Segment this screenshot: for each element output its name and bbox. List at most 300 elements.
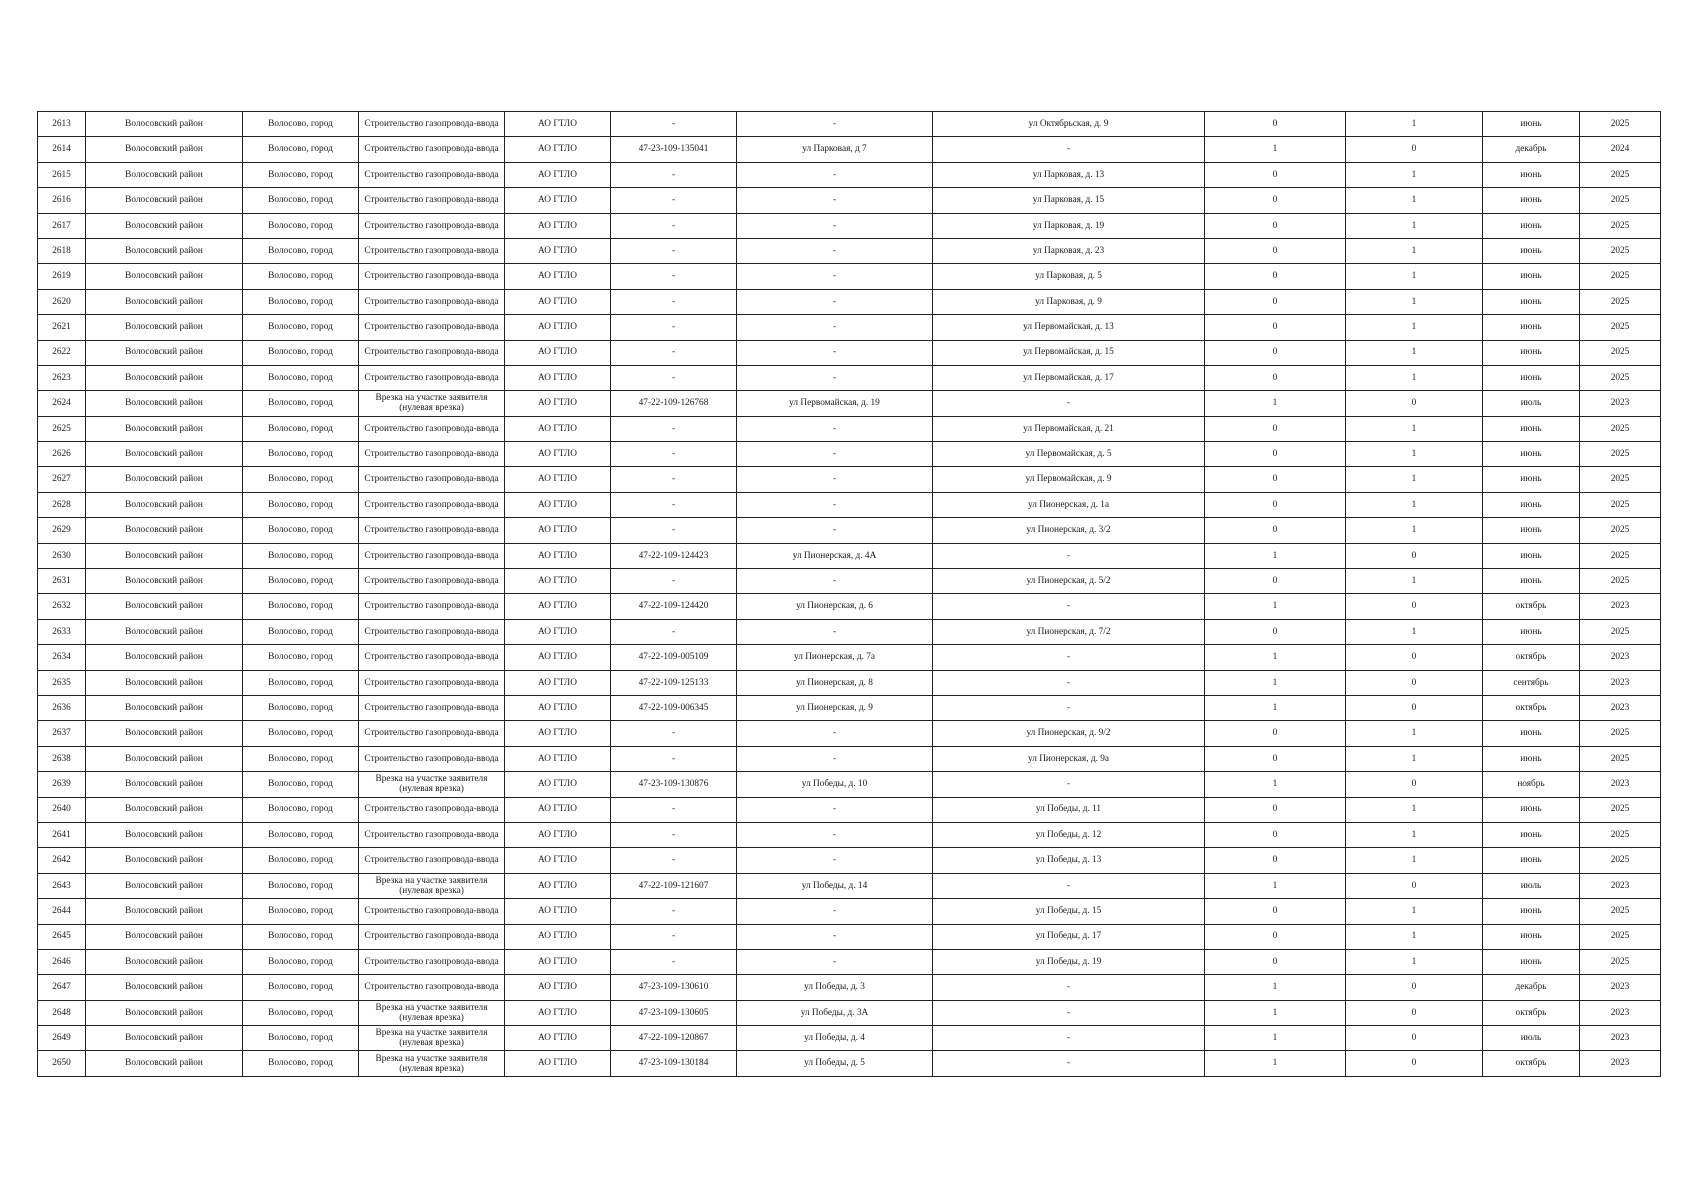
cell-count-planned: 1 <box>1346 340 1483 365</box>
cell-address-connected: - <box>737 365 933 390</box>
cell-count-connected: 0 <box>1205 238 1346 263</box>
cell-work-type: Строительство газопровода-ввода <box>359 264 505 289</box>
cell-address-connected: - <box>737 188 933 213</box>
cell-address-planned: ул Первомайская, д. 17 <box>933 365 1205 390</box>
cell-address-connected: - <box>737 264 933 289</box>
cell-count-planned: 0 <box>1346 695 1483 720</box>
cell-count-connected: 1 <box>1205 873 1346 898</box>
cell-district: Волосовский район <box>86 772 243 797</box>
cell-settlement: Волосово, город <box>243 924 359 949</box>
cell-month: июнь <box>1483 213 1580 238</box>
cell-count-connected: 0 <box>1205 442 1346 467</box>
cell-address-connected: ул Пионерская, д. 4А <box>737 543 933 568</box>
cell-year: 2023 <box>1580 772 1661 797</box>
cell-count-connected: 1 <box>1205 1026 1346 1051</box>
cell-year: 2023 <box>1580 594 1661 619</box>
cell-cadastral-number: - <box>611 848 737 873</box>
cell-settlement: Волосово, город <box>243 569 359 594</box>
cell-organization: АО ГТЛО <box>505 797 611 822</box>
cell-organization: АО ГТЛО <box>505 442 611 467</box>
cell-count-connected: 1 <box>1205 695 1346 720</box>
cell-organization: АО ГТЛО <box>505 645 611 670</box>
cell-address-planned: ул Парковая, д. 9 <box>933 289 1205 314</box>
cell-month: июнь <box>1483 442 1580 467</box>
cell-month: декабрь <box>1483 975 1580 1000</box>
cell-address-connected: - <box>737 238 933 263</box>
cell-count-planned: 1 <box>1346 264 1483 289</box>
cell-count-connected: 1 <box>1205 975 1346 1000</box>
cell-row-number: 2637 <box>38 721 86 746</box>
table-row <box>38 289 1661 314</box>
cell-month: июнь <box>1483 797 1580 822</box>
cell-work-type: Строительство газопровода-ввода <box>359 594 505 619</box>
cell-settlement: Волосово, город <box>243 289 359 314</box>
cell-address-planned: ул Победы, д. 13 <box>933 848 1205 873</box>
cell-district: Волосовский район <box>86 391 243 416</box>
cell-month: октябрь <box>1483 1051 1580 1076</box>
cell-count-planned: 0 <box>1346 975 1483 1000</box>
cell-cadastral-number: 47-22-109-120867 <box>611 1026 737 1051</box>
cell-work-type: Строительство газопровода-ввода <box>359 213 505 238</box>
cell-cadastral-number: 47-23-109-135041 <box>611 137 737 162</box>
cell-year: 2025 <box>1580 569 1661 594</box>
cell-count-connected: 1 <box>1205 772 1346 797</box>
cell-cadastral-number: - <box>611 797 737 822</box>
table-row <box>38 162 1661 187</box>
cell-month: июль <box>1483 391 1580 416</box>
cell-organization: АО ГТЛО <box>505 543 611 568</box>
cell-work-type: Врезка на участке заявителя (нулевая врезка) <box>359 391 505 416</box>
cell-district: Волосовский район <box>86 746 243 771</box>
cell-count-planned: 0 <box>1346 670 1483 695</box>
cell-count-connected: 0 <box>1205 365 1346 390</box>
cell-address-connected: - <box>737 848 933 873</box>
cell-row-number: 2625 <box>38 416 86 441</box>
cell-work-type: Строительство газопровода-ввода <box>359 543 505 568</box>
cell-year: 2023 <box>1580 1051 1661 1076</box>
cell-address-planned: ул Парковая, д. 15 <box>933 188 1205 213</box>
cell-address-planned: - <box>933 695 1205 720</box>
cell-address-connected: ул Победы, д. 3А <box>737 1000 933 1025</box>
cell-count-connected: 0 <box>1205 797 1346 822</box>
cell-address-connected: - <box>737 162 933 187</box>
cell-address-connected: - <box>737 746 933 771</box>
cell-address-planned: ул Парковая, д. 23 <box>933 238 1205 263</box>
cell-month: июль <box>1483 873 1580 898</box>
cell-settlement: Волосово, город <box>243 340 359 365</box>
cell-settlement: Волосово, город <box>243 467 359 492</box>
cell-work-type: Строительство газопровода-ввода <box>359 924 505 949</box>
cell-address-connected: ул Пионерская, д. 6 <box>737 594 933 619</box>
cell-address-connected: - <box>737 340 933 365</box>
cell-month: июнь <box>1483 315 1580 340</box>
cell-count-planned: 1 <box>1346 949 1483 974</box>
cell-year: 2023 <box>1580 645 1661 670</box>
cell-work-type: Строительство газопровода-ввода <box>359 619 505 644</box>
table-row <box>38 594 1661 619</box>
cell-cadastral-number: 47-23-109-130876 <box>611 772 737 797</box>
cell-district: Волосовский район <box>86 162 243 187</box>
cell-work-type: Врезка на участке заявителя (нулевая врезка) <box>359 1051 505 1076</box>
cell-count-planned: 1 <box>1346 492 1483 517</box>
cell-work-type: Строительство газопровода-ввода <box>359 162 505 187</box>
cell-district: Волосовский район <box>86 949 243 974</box>
cell-count-planned: 0 <box>1346 1051 1483 1076</box>
cell-settlement: Волосово, город <box>243 112 359 137</box>
cell-address-connected: - <box>737 924 933 949</box>
cell-row-number: 2628 <box>38 492 86 517</box>
cell-year: 2023 <box>1580 873 1661 898</box>
cell-address-planned: - <box>933 391 1205 416</box>
cell-row-number: 2631 <box>38 569 86 594</box>
cell-count-planned: 1 <box>1346 619 1483 644</box>
cell-count-connected: 0 <box>1205 721 1346 746</box>
cell-row-number: 2645 <box>38 924 86 949</box>
cell-work-type: Строительство газопровода-ввода <box>359 416 505 441</box>
table-row <box>38 416 1661 441</box>
cell-address-planned: ул Первомайская, д. 13 <box>933 315 1205 340</box>
cell-organization: АО ГТЛО <box>505 746 611 771</box>
cell-address-connected: - <box>737 899 933 924</box>
cell-cadastral-number: - <box>611 518 737 543</box>
cell-settlement: Волосово, город <box>243 1026 359 1051</box>
cell-year: 2025 <box>1580 924 1661 949</box>
cell-count-connected: 0 <box>1205 848 1346 873</box>
cell-work-type: Врезка на участке заявителя (нулевая врезка) <box>359 873 505 898</box>
cell-month: июнь <box>1483 238 1580 263</box>
cell-year: 2025 <box>1580 797 1661 822</box>
cell-work-type: Строительство газопровода-ввода <box>359 848 505 873</box>
cell-address-connected: - <box>737 289 933 314</box>
cell-district: Волосовский район <box>86 365 243 390</box>
cell-address-connected: ул Пионерская, д. 9 <box>737 695 933 720</box>
cell-cadastral-number: 47-22-109-121607 <box>611 873 737 898</box>
cell-settlement: Волосово, город <box>243 264 359 289</box>
cell-settlement: Волосово, город <box>243 365 359 390</box>
cell-month: июнь <box>1483 492 1580 517</box>
cell-cadastral-number: 47-22-109-125133 <box>611 670 737 695</box>
cell-count-planned: 1 <box>1346 848 1483 873</box>
cell-row-number: 2643 <box>38 873 86 898</box>
cell-address-planned: - <box>933 645 1205 670</box>
cell-year: 2025 <box>1580 416 1661 441</box>
cell-cadastral-number: - <box>611 569 737 594</box>
cell-settlement: Волосово, город <box>243 975 359 1000</box>
table-row <box>38 492 1661 517</box>
cell-row-number: 2620 <box>38 289 86 314</box>
cell-address-connected: ул Пионерская, д. 8 <box>737 670 933 695</box>
cell-count-planned: 1 <box>1346 518 1483 543</box>
cell-count-planned: 0 <box>1346 873 1483 898</box>
cell-cadastral-number: 47-22-109-124423 <box>611 543 737 568</box>
cell-settlement: Волосово, город <box>243 162 359 187</box>
cell-month: июнь <box>1483 340 1580 365</box>
cell-organization: АО ГТЛО <box>505 619 611 644</box>
cell-district: Волосовский район <box>86 924 243 949</box>
cell-settlement: Волосово, город <box>243 721 359 746</box>
cell-work-type: Строительство газопровода-ввода <box>359 822 505 847</box>
cell-address-planned: ул Первомайская, д. 21 <box>933 416 1205 441</box>
cell-address-connected: - <box>737 721 933 746</box>
cell-district: Волосовский район <box>86 594 243 619</box>
cell-year: 2025 <box>1580 899 1661 924</box>
cell-settlement: Волосово, город <box>243 442 359 467</box>
cell-district: Волосовский район <box>86 416 243 441</box>
cell-count-planned: 0 <box>1346 1000 1483 1025</box>
cell-cadastral-number: 47-22-109-005109 <box>611 645 737 670</box>
cell-organization: АО ГТЛО <box>505 213 611 238</box>
cell-year: 2025 <box>1580 238 1661 263</box>
table-row <box>38 391 1661 416</box>
cell-count-connected: 0 <box>1205 949 1346 974</box>
cell-count-connected: 0 <box>1205 162 1346 187</box>
cell-address-planned: ул Победы, д. 12 <box>933 822 1205 847</box>
cell-year: 2025 <box>1580 365 1661 390</box>
table-row <box>38 645 1661 670</box>
table-row <box>38 1026 1661 1051</box>
cell-district: Волосовский район <box>86 137 243 162</box>
cell-district: Волосовский район <box>86 442 243 467</box>
cell-work-type: Строительство газопровода-ввода <box>359 442 505 467</box>
cell-district: Волосовский район <box>86 315 243 340</box>
cell-count-connected: 0 <box>1205 492 1346 517</box>
cell-cadastral-number: 47-23-109-130184 <box>611 1051 737 1076</box>
cell-settlement: Волосово, город <box>243 1051 359 1076</box>
cell-count-connected: 1 <box>1205 645 1346 670</box>
cell-cadastral-number: - <box>611 746 737 771</box>
cell-cadastral-number: - <box>611 442 737 467</box>
cell-month: июнь <box>1483 822 1580 847</box>
cell-row-number: 2634 <box>38 645 86 670</box>
cell-row-number: 2641 <box>38 822 86 847</box>
table-row <box>38 467 1661 492</box>
cell-cadastral-number: 47-22-109-006345 <box>611 695 737 720</box>
cell-row-number: 2649 <box>38 1026 86 1051</box>
cell-count-connected: 1 <box>1205 137 1346 162</box>
table-row <box>38 442 1661 467</box>
cell-organization: АО ГТЛО <box>505 569 611 594</box>
cell-row-number: 2635 <box>38 670 86 695</box>
cell-month: октябрь <box>1483 695 1580 720</box>
cell-address-connected: - <box>737 315 933 340</box>
cell-organization: АО ГТЛО <box>505 848 611 873</box>
cell-address-connected: - <box>737 467 933 492</box>
cell-row-number: 2621 <box>38 315 86 340</box>
cell-cadastral-number: - <box>611 213 737 238</box>
cell-address-planned: ул Пионерская, д. 1а <box>933 492 1205 517</box>
table-row <box>38 899 1661 924</box>
cell-year: 2025 <box>1580 848 1661 873</box>
cell-address-connected: - <box>737 949 933 974</box>
cell-year: 2025 <box>1580 264 1661 289</box>
cell-organization: АО ГТЛО <box>505 924 611 949</box>
cell-month: июнь <box>1483 619 1580 644</box>
cell-count-planned: 1 <box>1346 315 1483 340</box>
table-row <box>38 949 1661 974</box>
cell-district: Волосовский район <box>86 569 243 594</box>
cell-settlement: Волосово, город <box>243 416 359 441</box>
cell-year: 2025 <box>1580 543 1661 568</box>
cell-work-type: Строительство газопровода-ввода <box>359 721 505 746</box>
cell-work-type: Строительство газопровода-ввода <box>359 949 505 974</box>
cell-organization: АО ГТЛО <box>505 365 611 390</box>
cell-organization: АО ГТЛО <box>505 899 611 924</box>
cell-organization: АО ГТЛО <box>505 416 611 441</box>
table-row <box>38 340 1661 365</box>
cell-cadastral-number: - <box>611 924 737 949</box>
table-row <box>38 543 1661 568</box>
cell-count-planned: 1 <box>1346 442 1483 467</box>
cell-district: Волосовский район <box>86 543 243 568</box>
cell-address-planned: ул Пионерская, д. 3/2 <box>933 518 1205 543</box>
cell-address-connected: - <box>737 619 933 644</box>
cell-year: 2025 <box>1580 746 1661 771</box>
cell-year: 2025 <box>1580 112 1661 137</box>
cell-count-connected: 1 <box>1205 670 1346 695</box>
cell-address-connected: ул Победы, д. 4 <box>737 1026 933 1051</box>
cell-work-type: Строительство газопровода-ввода <box>359 365 505 390</box>
cell-row-number: 2622 <box>38 340 86 365</box>
cell-count-connected: 1 <box>1205 1000 1346 1025</box>
cell-organization: АО ГТЛО <box>505 822 611 847</box>
cell-address-connected: ул Победы, д. 14 <box>737 873 933 898</box>
cell-settlement: Волосово, город <box>243 238 359 263</box>
cell-month: июнь <box>1483 899 1580 924</box>
cell-month: октябрь <box>1483 594 1580 619</box>
cell-district: Волосовский район <box>86 670 243 695</box>
cell-row-number: 2636 <box>38 695 86 720</box>
cell-address-planned: - <box>933 772 1205 797</box>
cell-cadastral-number: - <box>611 188 737 213</box>
cell-district: Волосовский район <box>86 848 243 873</box>
table-row <box>38 112 1661 137</box>
table-row <box>38 137 1661 162</box>
table-row <box>38 822 1661 847</box>
cell-cadastral-number: - <box>611 340 737 365</box>
cell-year: 2025 <box>1580 213 1661 238</box>
cell-row-number: 2646 <box>38 949 86 974</box>
cell-cadastral-number: 47-22-109-126768 <box>611 391 737 416</box>
cell-month: июнь <box>1483 518 1580 543</box>
cell-address-connected: - <box>737 822 933 847</box>
cell-work-type: Строительство газопровода-ввода <box>359 289 505 314</box>
cell-settlement: Волосово, город <box>243 619 359 644</box>
cell-address-connected: ул Победы, д. 3 <box>737 975 933 1000</box>
cell-district: Волосовский район <box>86 645 243 670</box>
cell-settlement: Волосово, город <box>243 492 359 517</box>
cell-year: 2025 <box>1580 289 1661 314</box>
cell-settlement: Волосово, город <box>243 213 359 238</box>
cell-address-planned: ул Победы, д. 17 <box>933 924 1205 949</box>
cell-work-type: Строительство газопровода-ввода <box>359 467 505 492</box>
cell-address-planned: ул Октябрьская, д. 9 <box>933 112 1205 137</box>
cell-work-type: Строительство газопровода-ввода <box>359 645 505 670</box>
cell-district: Волосовский район <box>86 518 243 543</box>
cell-address-planned: ул Парковая, д. 13 <box>933 162 1205 187</box>
cell-year: 2023 <box>1580 975 1661 1000</box>
cell-address-planned: ул Победы, д. 19 <box>933 949 1205 974</box>
cell-count-connected: 0 <box>1205 746 1346 771</box>
cell-row-number: 2638 <box>38 746 86 771</box>
table-row <box>38 797 1661 822</box>
cell-count-connected: 1 <box>1205 543 1346 568</box>
cell-settlement: Волосово, город <box>243 188 359 213</box>
cell-count-connected: 1 <box>1205 391 1346 416</box>
cell-year: 2025 <box>1580 188 1661 213</box>
cell-district: Волосовский район <box>86 340 243 365</box>
cell-count-planned: 1 <box>1346 797 1483 822</box>
cell-address-connected: ул Парковая, д 7 <box>737 137 933 162</box>
cell-count-connected: 1 <box>1205 594 1346 619</box>
cell-address-connected: - <box>737 518 933 543</box>
cell-work-type: Строительство газопровода-ввода <box>359 518 505 543</box>
table-row <box>38 518 1661 543</box>
table-row <box>38 213 1661 238</box>
cell-settlement: Волосово, город <box>243 137 359 162</box>
cell-address-planned: - <box>933 1051 1205 1076</box>
cell-address-planned: ул Победы, д. 11 <box>933 797 1205 822</box>
cell-address-connected: ул Победы, д. 5 <box>737 1051 933 1076</box>
cell-work-type: Строительство газопровода-ввода <box>359 975 505 1000</box>
cell-row-number: 2616 <box>38 188 86 213</box>
cell-count-planned: 1 <box>1346 416 1483 441</box>
cell-work-type: Строительство газопровода-ввода <box>359 340 505 365</box>
table-row <box>38 365 1661 390</box>
cell-count-planned: 0 <box>1346 772 1483 797</box>
cell-count-planned: 0 <box>1346 594 1483 619</box>
cell-month: июнь <box>1483 924 1580 949</box>
cell-cadastral-number: 47-23-109-130610 <box>611 975 737 1000</box>
cell-cadastral-number: - <box>611 619 737 644</box>
cell-year: 2023 <box>1580 670 1661 695</box>
cell-count-connected: 0 <box>1205 518 1346 543</box>
cell-cadastral-number: - <box>611 416 737 441</box>
cell-address-planned: - <box>933 137 1205 162</box>
cell-work-type: Строительство газопровода-ввода <box>359 899 505 924</box>
cell-row-number: 2619 <box>38 264 86 289</box>
cell-work-type: Строительство газопровода-ввода <box>359 188 505 213</box>
cell-cadastral-number: - <box>611 949 737 974</box>
cell-year: 2023 <box>1580 1026 1661 1051</box>
cell-cadastral-number: - <box>611 162 737 187</box>
cell-year: 2025 <box>1580 315 1661 340</box>
cell-district: Волосовский район <box>86 112 243 137</box>
cell-organization: АО ГТЛО <box>505 188 611 213</box>
cell-cadastral-number: 47-23-109-130605 <box>611 1000 737 1025</box>
cell-address-connected: - <box>737 797 933 822</box>
cell-month: июнь <box>1483 543 1580 568</box>
cell-cadastral-number: - <box>611 264 737 289</box>
cell-organization: АО ГТЛО <box>505 721 611 746</box>
cell-count-planned: 0 <box>1346 645 1483 670</box>
cell-row-number: 2617 <box>38 213 86 238</box>
cell-address-planned: - <box>933 543 1205 568</box>
table-row <box>38 873 1661 898</box>
cell-row-number: 2613 <box>38 112 86 137</box>
cell-settlement: Волосово, город <box>243 822 359 847</box>
table-row <box>38 924 1661 949</box>
cell-count-planned: 1 <box>1346 162 1483 187</box>
cell-organization: АО ГТЛО <box>505 238 611 263</box>
cell-address-planned: ул Победы, д. 15 <box>933 899 1205 924</box>
cell-month: июнь <box>1483 848 1580 873</box>
cell-cadastral-number: - <box>611 467 737 492</box>
cell-count-connected: 1 <box>1205 1051 1346 1076</box>
cell-month: июнь <box>1483 162 1580 187</box>
cell-work-type: Строительство газопровода-ввода <box>359 695 505 720</box>
cell-organization: АО ГТЛО <box>505 315 611 340</box>
table-row <box>38 695 1661 720</box>
